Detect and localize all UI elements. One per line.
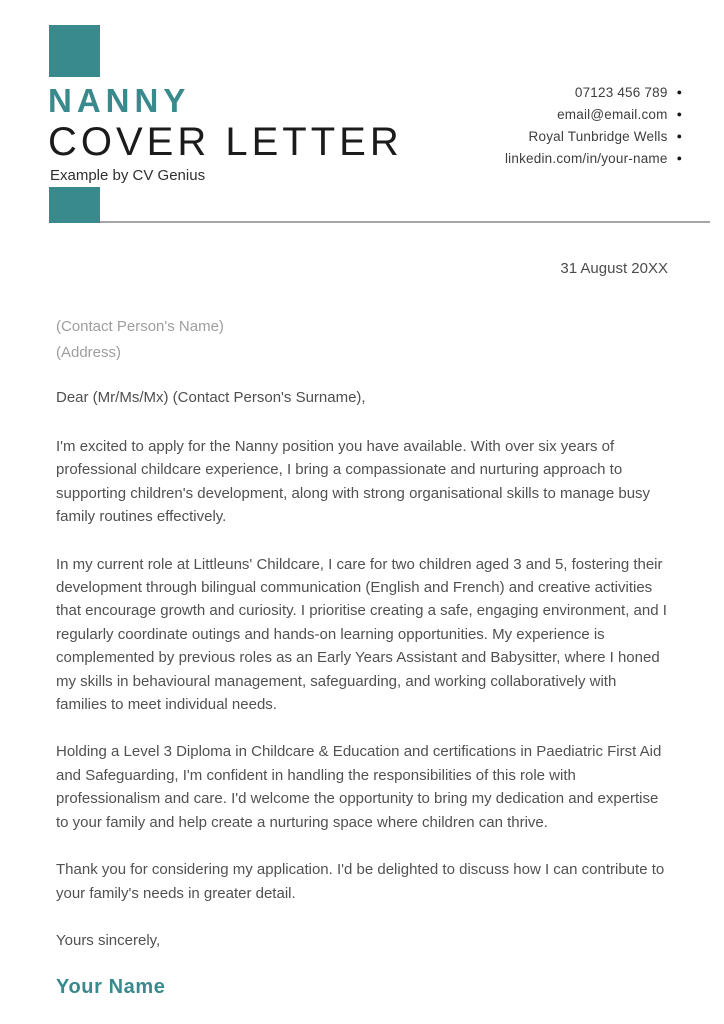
accent-square-bottom xyxy=(49,187,100,223)
bullet-dot-icon: ● xyxy=(676,86,682,97)
recipient-address: (Address) xyxy=(56,344,122,361)
recipient-block xyxy=(56,314,668,366)
accent-square-top xyxy=(49,25,100,77)
phone-number: 07123 456 789 xyxy=(574,84,668,100)
letter-date: 31 August 20XX xyxy=(560,260,668,277)
paragraph-thanks: Thank you for considering my application. I'd be delighted to discuss how I can contribute to your family's needs in greater detail. xyxy=(56,861,665,902)
brand-title: NANNY xyxy=(48,82,191,119)
signature-name: Your Name xyxy=(56,975,166,998)
contact-row-location xyxy=(505,125,682,147)
salutation: Dear (Mr/Ms/Mx) (Contact Person's Surname), xyxy=(56,389,366,406)
location-text: Royal Tunbridge Wells xyxy=(528,128,668,144)
contact-row-linkedin xyxy=(505,147,682,169)
email-address: email@email.com xyxy=(557,106,668,122)
header-divider xyxy=(100,221,710,223)
brand-caption: Example by CV Genius xyxy=(50,167,206,184)
bullet-dot-icon: ● xyxy=(676,152,682,163)
recipient-name: (Contact Person's Name) xyxy=(56,318,224,335)
bullet-dot-icon: ● xyxy=(676,108,682,119)
paragraph-intro: I'm excited to apply for the Nanny position you have available. With over six years of professional childcare experience, I bring a compassionate and nurturing approach to supporting children's development, along with strong organisational skills to manage busy family routines effectively. xyxy=(56,438,651,526)
contact-info xyxy=(505,81,682,169)
closing-line: Yours sincerely, xyxy=(56,931,161,949)
brand-subtitle: COVER LETTER xyxy=(48,120,403,164)
letter-body xyxy=(56,258,668,999)
contact-row-phone xyxy=(505,81,682,103)
paragraph-qualifications: Holding a Level 3 Diploma in Childcare & Education and certifications in Paediatric First Aid and Safeguarding, I'm confident in handling the responsibilities of this role with professionalism and care. I'd welcome the opportunity to bring my dedication and expertise to your family and help create a nurturing space where children can thrive. xyxy=(56,743,662,831)
paragraph-experience: In my current role at Littleuns' Childcare, I care for two children aged 3 and 5, fostering their development through bilingual communication (English and French) and creative activities that encourage growth and curiosity. I prioritise creating a safe, engaging environment, and I regularly coordinate outings and hands-on learning opportunities. My experience is complemented by previous roles as an Early Years Assistant and Babysitter, where I honed my skills in behavioural management, safeguarding, and working collaboratively with families to meet individual needs. xyxy=(56,555,667,714)
linkedin-url: linkedin.com/in/your-name xyxy=(504,150,668,166)
contact-row-email xyxy=(505,103,682,125)
bullet-dot-icon: ● xyxy=(676,130,682,141)
